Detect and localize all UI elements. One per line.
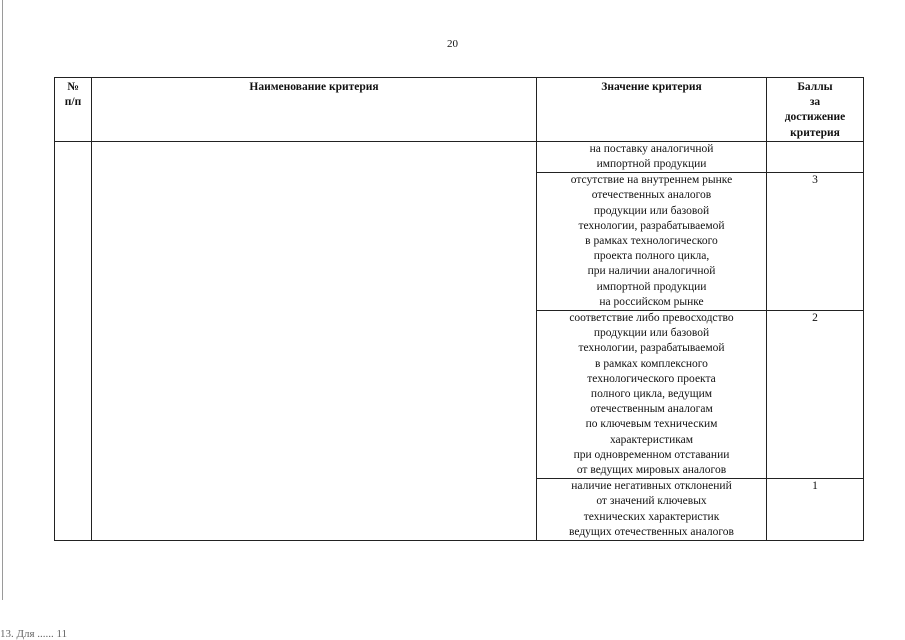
criterion-value-line: технологии, разрабатываемой bbox=[578, 342, 725, 355]
criterion-value-line: полного цикла, ведущим bbox=[590, 388, 713, 401]
criterion-value-line: импортной продукции bbox=[596, 158, 707, 171]
criterion-value-line: технологического проекта bbox=[587, 372, 716, 385]
header-points-line: критерия bbox=[790, 126, 840, 139]
points-cell: 2 bbox=[767, 311, 864, 479]
criterion-name-cell bbox=[92, 141, 537, 540]
points-cell bbox=[767, 141, 864, 172]
header-criterion-value: Значение критерия bbox=[537, 78, 767, 142]
criterion-value-line: от значений ключевых bbox=[596, 495, 707, 508]
criterion-value-line: при наличии аналогичной bbox=[587, 265, 716, 278]
table-row bbox=[55, 141, 864, 172]
header-points-line: за bbox=[809, 96, 821, 109]
header-number-line: № bbox=[67, 81, 79, 93]
criteria-table bbox=[54, 77, 864, 541]
criterion-value-line: технических характеристик bbox=[583, 510, 720, 523]
page-margin-rule bbox=[2, 0, 3, 600]
number-cell bbox=[55, 141, 92, 540]
header-points-line: Баллы bbox=[797, 81, 833, 93]
table-header-row bbox=[55, 78, 864, 142]
criterion-value-line: технологии, разрабатываемой bbox=[578, 219, 725, 232]
footer-fragment: 13. Для ...... 11 bbox=[0, 628, 68, 640]
points-cell: 1 bbox=[767, 479, 864, 541]
criterion-value-line: отечественным аналогам bbox=[590, 403, 713, 416]
criterion-value-cell bbox=[537, 141, 767, 172]
points-cell: 3 bbox=[767, 173, 864, 311]
page-number: 20 bbox=[447, 38, 458, 50]
header-points bbox=[767, 78, 864, 142]
criterion-value-line: в рамках комплексного bbox=[595, 357, 708, 370]
criterion-value-line: в рамках технологического bbox=[585, 235, 718, 248]
header-number bbox=[55, 78, 92, 142]
criterion-value-line: характеристикам bbox=[609, 433, 694, 446]
criterion-value-line: ведущих отечественных аналогов bbox=[569, 525, 734, 538]
criterion-value-cell bbox=[537, 479, 767, 541]
criterion-value-line: проекта полного цикла, bbox=[593, 250, 710, 263]
criterion-value-cell bbox=[537, 311, 767, 479]
criterion-value-line: на поставку аналогичной bbox=[589, 142, 714, 155]
criterion-value-line: от ведущих мировых аналогов bbox=[576, 464, 727, 477]
criterion-value-line: наличие негативных отклонений bbox=[571, 480, 732, 493]
criterion-value-line: отсутствие на внутреннем рынке bbox=[570, 174, 733, 187]
criterion-value-line: на российском рынке bbox=[599, 295, 704, 308]
criterion-value-line: отечественных аналогов bbox=[591, 189, 712, 202]
criterion-value-line: по ключевым техническим bbox=[585, 418, 718, 431]
criterion-value-line: импортной продукции bbox=[596, 280, 707, 293]
criterion-value-cell bbox=[537, 173, 767, 311]
header-number-line: п/п bbox=[64, 96, 82, 109]
criterion-value-line: при одновременном отставании bbox=[573, 448, 730, 461]
criterion-value-line: продукции или базовой bbox=[593, 204, 710, 217]
header-points-line: достижение bbox=[784, 111, 846, 124]
criterion-value-line: соответствие либо превосходство bbox=[569, 312, 734, 325]
header-criterion-name: Наименование критерия bbox=[92, 78, 537, 142]
criterion-value-line: продукции или базовой bbox=[593, 327, 710, 340]
